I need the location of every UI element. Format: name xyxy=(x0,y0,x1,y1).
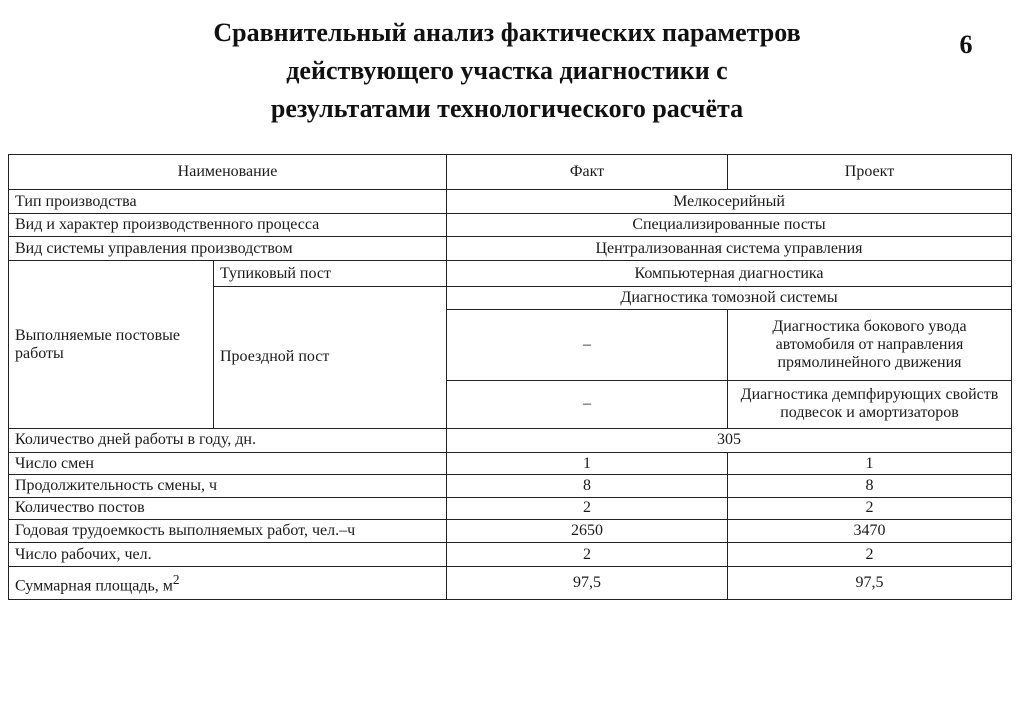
page-title xyxy=(90,14,924,128)
lateral-fact: – xyxy=(447,310,728,381)
brake-diagnostics-value: Диагностика томозной системы xyxy=(447,286,1012,309)
row-label: Количество постов xyxy=(9,497,447,519)
row-label xyxy=(9,567,447,600)
row-value: Мелкосерийный xyxy=(447,190,1012,213)
row-project: 97,5 xyxy=(728,567,1012,600)
row-fact: 2 xyxy=(447,543,728,567)
row-value: Централизованная система управления xyxy=(447,237,1012,261)
row-label: Вид системы управления производством xyxy=(9,237,447,261)
row-label: Вид и характер производственного процесса xyxy=(9,213,447,236)
row-project: 2 xyxy=(728,497,1012,519)
row-label: Тип производства xyxy=(9,190,447,213)
row-label: Годовая трудоемкость выполняемых работ, чел.–ч xyxy=(9,519,447,542)
row-project: 1 xyxy=(728,452,1012,474)
title-line-2: действующего участка диагностики с xyxy=(286,56,728,85)
area-label-sup: 2 xyxy=(172,572,180,588)
table-row xyxy=(9,567,1012,600)
table-row xyxy=(9,543,1012,567)
row-value: 305 xyxy=(447,428,1012,452)
works-label xyxy=(9,261,214,428)
table-row xyxy=(9,237,1012,261)
row-label: Число рабочих, чел. xyxy=(9,543,447,567)
table-row xyxy=(9,519,1012,542)
table-row xyxy=(9,497,1012,519)
title-line-1: Сравнительный анализ фактических параметров xyxy=(213,18,801,47)
area-label-text: Суммарная площадь, м xyxy=(15,577,173,595)
row-fact: 8 xyxy=(447,475,728,497)
row-fact: 2 xyxy=(447,497,728,519)
header-project: Проект xyxy=(728,155,1012,190)
through-post-label: Проездной пост xyxy=(214,286,447,428)
lateral-project: Диагностика бокового увода автомобиля от направления прямолинейного движения xyxy=(728,310,1012,381)
header-name: Наименование xyxy=(9,155,447,190)
slide-number: 6 xyxy=(959,30,973,59)
table-header-row xyxy=(9,155,1012,190)
title-line-3: результатами технологического расчёта xyxy=(270,94,744,123)
row-project: 8 xyxy=(728,475,1012,497)
table-row xyxy=(9,190,1012,213)
row-project: 3470 xyxy=(728,519,1012,542)
row-project: 2 xyxy=(728,543,1012,567)
row-fact: 97,5 xyxy=(447,567,728,600)
table-row xyxy=(9,475,1012,497)
row-fact: 1 xyxy=(447,452,728,474)
dead-end-post-label: Тупиковый пост xyxy=(214,261,447,286)
table-row xyxy=(9,261,1012,286)
damping-fact: – xyxy=(447,381,728,429)
table-row xyxy=(9,428,1012,452)
damping-project: Диагностика демпфирующих свойств подвесок и амортизаторов xyxy=(728,381,1012,429)
table-row xyxy=(9,452,1012,474)
row-value: Специализированные посты xyxy=(447,213,1012,236)
works-label-text: Выполняемые постовые работы xyxy=(15,326,181,362)
dead-end-post-value: Компьютерная диагностика xyxy=(447,261,1012,286)
header-fact: Факт xyxy=(447,155,728,190)
comparison-table xyxy=(8,154,1012,600)
row-label: Количество дней работы в году, дн. xyxy=(9,428,447,452)
row-label: Число смен xyxy=(9,452,447,474)
row-fact: 2650 xyxy=(447,519,728,542)
table-row xyxy=(9,213,1012,236)
row-label: Продолжительность смены, ч xyxy=(9,475,447,497)
